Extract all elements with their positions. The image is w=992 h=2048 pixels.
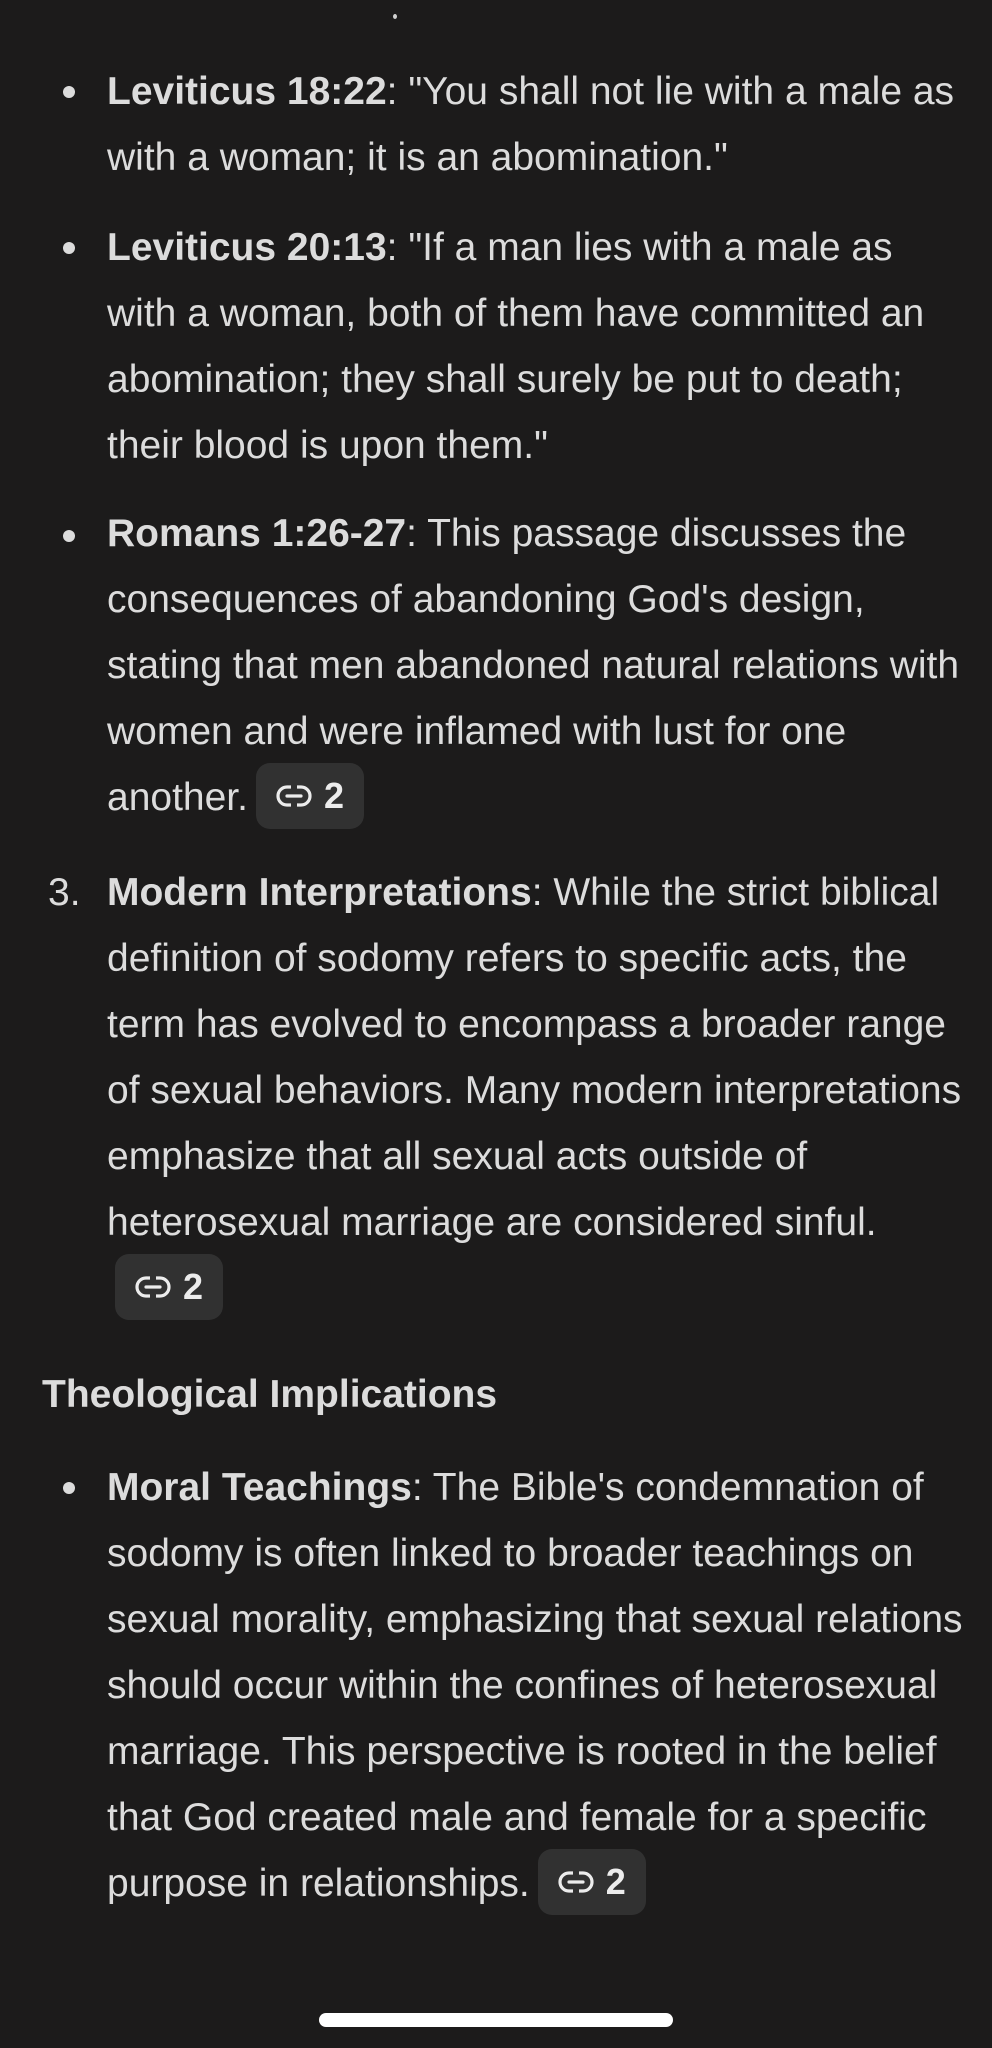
list-item-modern-interpretations <box>107 860 967 1324</box>
item-title: Leviticus 18:22 <box>107 70 387 113</box>
item-title: Modern Interpretations <box>107 871 532 914</box>
citation-count: 2 <box>605 1860 626 1902</box>
bullet-point <box>63 530 75 542</box>
item-text: : This passage discusses the consequences of abandoning God's design, stating that men abandoned natural relations with women and were inflamed with lust for one another. <box>107 512 960 819</box>
citation-button[interactable] <box>256 763 364 829</box>
link-icon <box>276 784 312 808</box>
item-text: : The Bible's condemnation of sodomy is often linked to broader teachings on sexual morality, emphasizing that sexual relations should occur within the confines of heterosexual marriage. This perspective is rooted in the belief that God created male and female for a specific purpose in relationships. <box>107 1466 963 1905</box>
link-icon <box>558 1870 594 1894</box>
item-title: Leviticus 20:13 <box>107 226 387 269</box>
citation-button[interactable] <box>538 1849 646 1915</box>
item-text: : "You shall not lie with a male as with a woman; it is an abomination." <box>107 70 955 179</box>
list-item-moral-teachings <box>107 1455 967 1919</box>
item-text: : While the strict biblical definition of sodomy refers to specific acts, the term has evolved to encompass a broader range of sexual behaviors. Many modern interpretations emphasize that all sexual acts outside of heterosexual marriage are considered sinful. <box>107 871 962 1244</box>
bullet-point <box>63 86 75 98</box>
item-title: Romans 1:26-27 <box>107 512 407 555</box>
bullet-point <box>63 1482 75 1494</box>
item-title: Moral Teachings <box>107 1466 412 1509</box>
citation-count: 2 <box>183 1265 204 1307</box>
section-heading: Theological Implications <box>42 1373 498 1416</box>
home-indicator[interactable] <box>319 2013 673 2027</box>
list-item-romans-1-26-27 <box>107 501 967 833</box>
link-icon <box>135 1275 171 1299</box>
item-text: : "If a man lies with a male as with a woman, both of them have committed an abomination; they shall surely be put to death; their blood is upon them." <box>107 226 925 467</box>
bullet-point <box>63 242 75 254</box>
citation-button[interactable] <box>115 1254 223 1320</box>
list-number: 3. <box>48 871 81 914</box>
list-item-leviticus-18-22 <box>107 59 967 191</box>
clipped-text-fragment <box>393 4 399 22</box>
citation-count: 2 <box>323 774 344 816</box>
list-item-leviticus-20-13 <box>107 215 967 479</box>
